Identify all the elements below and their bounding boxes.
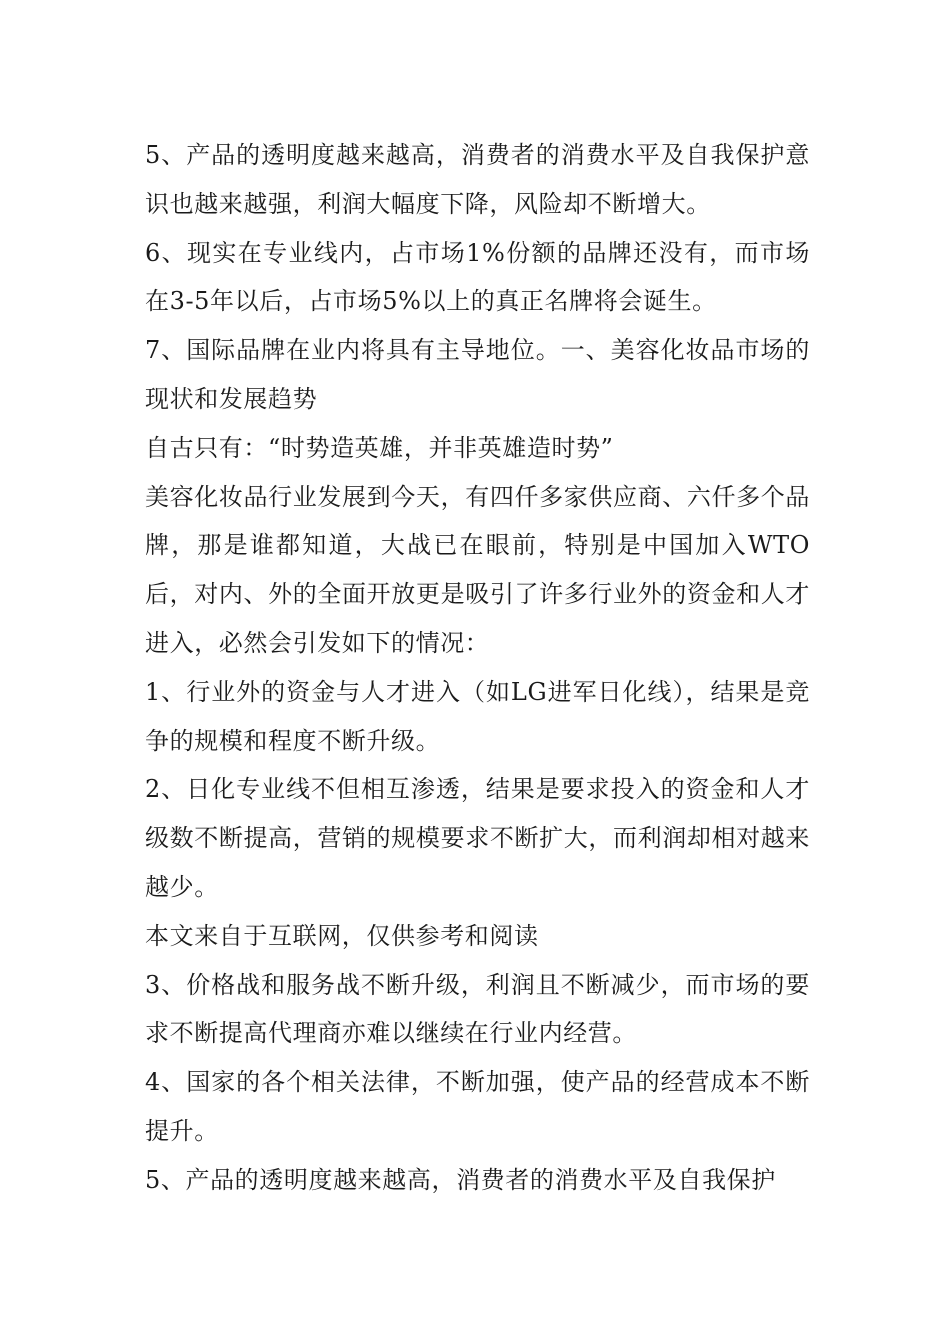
- paragraph-source-note: 本文来自于互联网，仅供参考和阅读: [145, 921, 539, 950]
- paragraph-5-transparency-repeat: 5、产品的透明度越来越高，消费者的消费水平及自我保护: [145, 1165, 776, 1194]
- paragraph-2-penetration: 2、日化专业线不但相互渗透，结果是要求投入的资金和人才级数不断提高，营销的规模要求不断扩大，而利润却相对越来越少。: [145, 775, 810, 901]
- paragraph-6-market-share: 6、现实在专业线内，占市场1%份额的品牌还没有，而市场在3-5年以后，占市场5%以上的真正名牌将会诞生。: [145, 238, 810, 316]
- paragraph-3-price-war: 3、价格战和服务战不断升级，利润且不断减少，而市场的要求不断提高代理商亦难以继续在行业内经营。: [145, 970, 810, 1048]
- paragraph-4-laws: 4、国家的各个相关法律，不断加强，使产品的经营成本不断提升。: [145, 1068, 810, 1145]
- paragraph-7-international-brands: 7、国际品牌在业内将具有主导地位。一、美容化妆品市场的现状和发展趋势: [145, 336, 810, 413]
- paragraph-1-outside-capital: 1、行业外的资金与人才进入（如LG进军日化线），结果是竞争的规模和程度不断升级。: [145, 677, 810, 755]
- document-body: [145, 131, 810, 1205]
- paragraph-industry-overview: 美容化妆品行业发展到今天，有四仟多家供应商、六仟多个品牌，那是谁都知道，大战已在眼前，特别是中国加入WTO后，对内、外的全面开放更是吸引了许多行业外的资金和人才进入，必然会引发如下的情况：: [145, 482, 810, 657]
- paragraph-5-transparency: 5、产品的透明度越来越高，消费者的消费水平及自我保护意识也越来越强，利润大幅度下降，风险却不断增大。: [145, 141, 810, 218]
- paragraph-quote: 自古只有：“时势造英雄，并非英雄造时势”: [145, 433, 614, 462]
